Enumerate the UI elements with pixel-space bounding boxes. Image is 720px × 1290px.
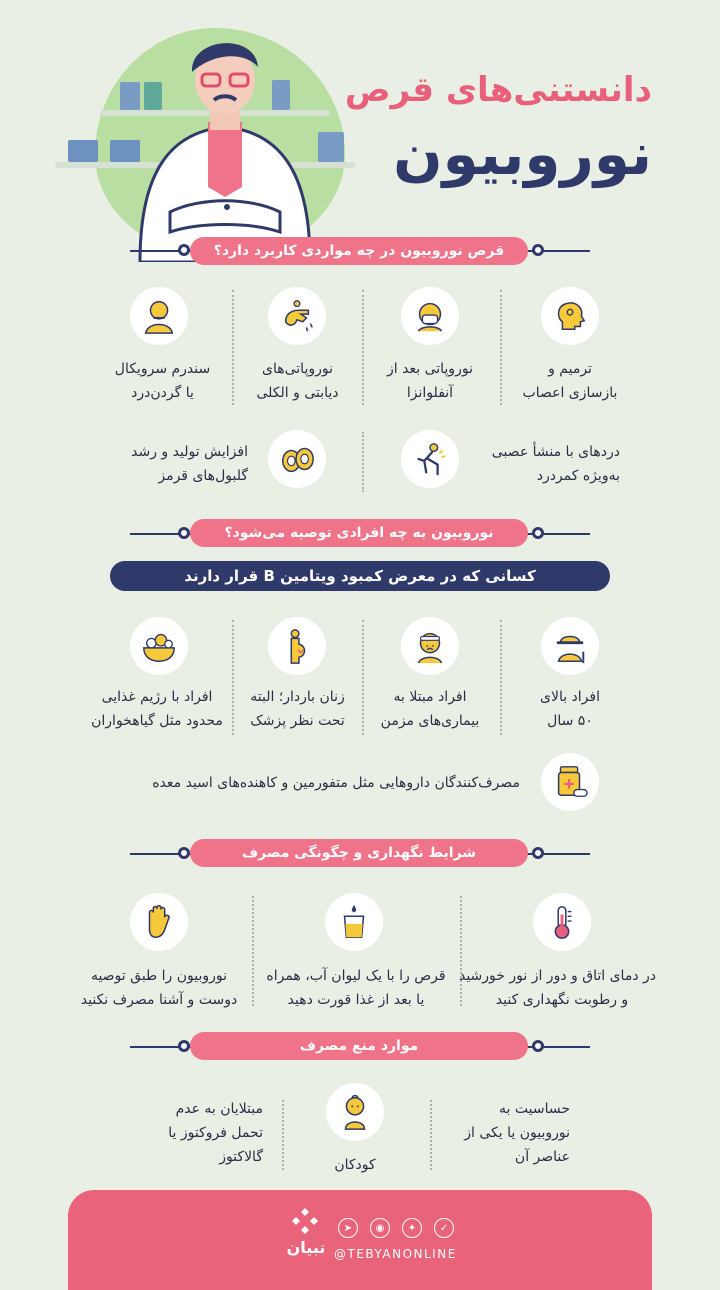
- use-item-text: دردهای با منشأ عصبی به‌ویژه کمردرد: [491, 444, 620, 484]
- contra-item-text: کودکان: [334, 1157, 376, 1173]
- contra-item-text: حساسیت به نوروبیون یا یکی از عناصر آن: [464, 1101, 570, 1165]
- tebyan-logo-icon: [290, 1206, 320, 1236]
- column-divider: [362, 620, 364, 735]
- divider-dot: [178, 244, 190, 256]
- storage-item-text: قرص را با یک لیوان آب، همراه یا بعد از غذا قورت دهید: [266, 968, 446, 1008]
- brain-head-icon: [551, 297, 589, 335]
- icon-circle: [401, 430, 459, 488]
- divider-dot: [532, 244, 544, 256]
- use-item-text: سندرم سرویکال یا گردن‌درد: [114, 361, 211, 401]
- who-item-text: افراد مبتلا به بیماری‌های مزمن: [380, 689, 480, 729]
- icon-circle: [130, 287, 188, 345]
- icon-circle: [541, 753, 599, 811]
- pharmacist-illustration: [130, 22, 320, 262]
- who-item-text: افراد بالای ۵۰ سال: [540, 689, 600, 729]
- page-title-line2: نوروبیون: [393, 120, 652, 188]
- thermometer-icon: [543, 903, 581, 941]
- column-divider: [232, 290, 234, 405]
- storage-item-text: نوروبیون را طبق توصیه دوست و آشنا مصرف نکنید: [80, 968, 238, 1008]
- icon-circle: [401, 617, 459, 675]
- column-divider: [252, 896, 254, 1006]
- who-item-text: افراد با رژیم غذایی محدود مثل گیاهخواران: [91, 689, 223, 729]
- divider-dot: [532, 847, 544, 859]
- use-item-text: نوروپاتی بعد از آنفلوانزا: [387, 361, 473, 401]
- column-divider: [500, 290, 502, 405]
- icon-circle: [401, 287, 459, 345]
- section-uses-title: قرص نوروبیون در چه مواردی کاربرد دارد؟: [190, 237, 528, 265]
- column-divider: [500, 620, 502, 735]
- hand-pain-icon: [278, 297, 316, 335]
- divider-dot: [532, 527, 544, 539]
- column-divider: [232, 620, 234, 735]
- icon-circle: [268, 287, 326, 345]
- back-pain-icon: [411, 440, 449, 478]
- neck-pain-icon: [140, 297, 178, 335]
- icon-circle: [268, 617, 326, 675]
- sick-person-icon: [411, 627, 449, 665]
- shelf-box: [68, 140, 98, 162]
- child-icon: [336, 1093, 374, 1131]
- section-who-subtitle: کسانی که در معرض کمبود ویتامین B قرار دارند: [110, 561, 610, 591]
- salad-icon: [140, 627, 178, 665]
- section-who-title: نوروبیون به چه افرادی توصیه می‌شود؟: [190, 519, 528, 547]
- column-divider: [362, 290, 364, 405]
- contra-item-text: مبتلایان به عدم تحمل فروکتوز یا گالاکتوز: [168, 1101, 263, 1165]
- telegram-icon[interactable]: ➤: [338, 1218, 358, 1238]
- section-contra-title: موارد منع مصرف: [190, 1032, 528, 1060]
- use-item-text: نوروپاتی‌های دیابتی و الکلی: [256, 361, 339, 401]
- icon-circle: [533, 893, 591, 951]
- column-divider: [430, 1100, 432, 1170]
- elderly-icon: [551, 627, 589, 665]
- section-storage-title: شرایط نگهداری و چگونگی مصرف: [190, 839, 528, 867]
- water-glass-icon: [335, 903, 373, 941]
- flu-mask-icon: [411, 297, 449, 335]
- column-divider: [362, 432, 364, 492]
- twitter-icon[interactable]: ✦: [402, 1218, 422, 1238]
- who-item-text: زنان باردار؛ البته تحت نظر پزشک: [250, 689, 345, 729]
- stop-hand-icon: [140, 903, 178, 941]
- shelf-box: [318, 132, 344, 162]
- pregnant-icon: [278, 627, 316, 665]
- instagram-icon[interactable]: ◉: [370, 1218, 390, 1238]
- icon-circle: [541, 617, 599, 675]
- divider-dot: [178, 1040, 190, 1052]
- storage-item-text: در دمای اتاق و دور از نور خورشید و رطوبت نگهداری کنید: [458, 968, 656, 1008]
- icon-circle: [325, 893, 383, 951]
- icon-circle: [326, 1083, 384, 1141]
- footer-handle[interactable]: @TEBYANONLINE: [334, 1247, 457, 1261]
- who-wide-item-text: مصرف‌کنندگان داروهایی مثل متفورمین و کاهنده‌های اسید معده: [152, 775, 520, 791]
- icon-circle: [130, 893, 188, 951]
- column-divider: [282, 1100, 284, 1170]
- footer-brand: تبیان: [286, 1238, 326, 1257]
- medicine-bottle-icon: [551, 763, 589, 801]
- page-title-line1: دانستنی‌های قرص: [344, 70, 652, 110]
- icon-circle: [130, 617, 188, 675]
- blood-cells-icon: [278, 440, 316, 478]
- use-item-text: افزایش تولید و رشد گلبول‌های قرمز: [131, 444, 248, 484]
- divider-dot: [532, 1040, 544, 1052]
- footer-bar: [68, 1190, 652, 1290]
- icon-circle: [541, 287, 599, 345]
- use-item-text: ترمیم و بازسازی اعصاب: [522, 361, 618, 401]
- divider-dot: [178, 527, 190, 539]
- verified-icon[interactable]: ✓: [434, 1218, 454, 1238]
- icon-circle: [268, 430, 326, 488]
- column-divider: [460, 896, 462, 1006]
- divider-dot: [178, 847, 190, 859]
